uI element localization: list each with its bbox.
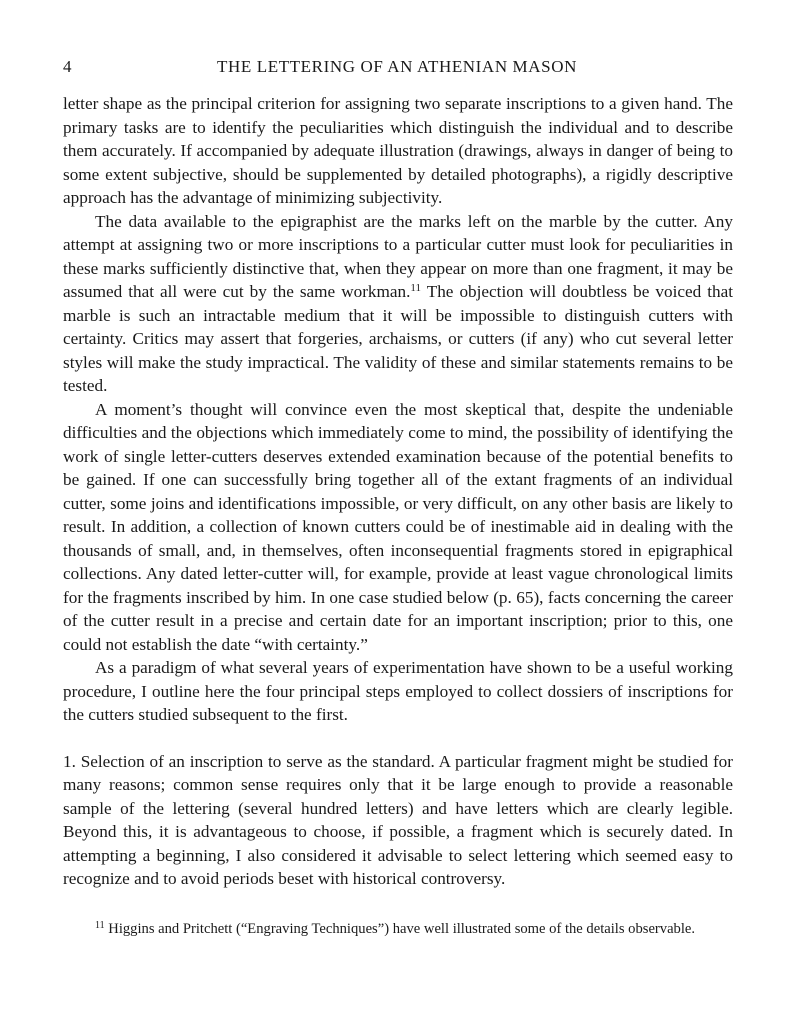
numbered-step-1: 1. Selection of an inscription to serve as the standard. A particular fragment might be studied for many reasons; common sense requires only that it be large enough to provide a reasonable sample of the lettering (several hundred letters) and have letters which are clearly legible. Beyond this, it is advantageous to choose, if possible, a fragment which is securely dated. In attempting a beginning, I also considered it advisable to select lettering which seemed easy to recognize and to avoid periods beset with historical controversy. <box>63 751 733 888</box>
footnote-marker: 11 <box>95 920 105 931</box>
running-head: THE LETTERING OF AN ATHENIAN MASON <box>217 57 577 76</box>
paragraph-1: letter shape as the principal criterion for assigning two separate inscriptions to a given hand. The primary tasks are to identify the peculiarities which distinguish the individual and to describe them accurately. If accompanied by adequate illustration (drawings, always in danger of being to some extent subjective, should be supplemented by detailed photographs), a rigidly descriptive approach has the advantage of minimizing subjectivity. <box>63 94 733 207</box>
paragraph-2-part-2: The objection will doubtless be voiced that marble is such an intractable medium that it will be impossible to distinguish cutters with certainty. Critics may assert that forgeries, archaisms, or cutters (if any) who cut several letter styles will make the study impractical. The validity of these and similar statements remains to be tested. <box>63 282 733 395</box>
paragraph-2 <box>63 210 733 398</box>
footnote-text: Higgins and Pritchett (“Engraving Techniques”) have well illustrated some of the details observable. <box>104 921 696 937</box>
paragraph-3: A moment’s thought will convince even the most skeptical that, despite the undeniable difficulties and the objections which immediately come to mind, the possibility of identifying the work of single letter-cutters deserves extended examination because of the potential benefits to be gained. If one can successfully bring together all of the extant fragments of an individual cutter, some joins and identifications impossible, or very difficult, on any other basis are likely to result. In addition, a collection of known cutters could be of inestimable aid in dealing with the thousands of small, and, in themselves, often inconsequential fragments stored in epigraphical collections. Any dated letter-cutter will, for example, provide at least vague chronological limits for the fragments inscribed by him. In one case studied below (p. 65), facts concerning the career of the cutter result in a precise and certain date for an important inscription; prior to this, one could not establish the date “with certainty.” <box>63 399 733 654</box>
paragraph-2-part-1: The data available to the epigraphist are the marks left on the marble by the cutter. Any attempt at assigning two or more inscriptions to a particular cutter must look for peculiarities in these marks sufficiently distinctive that, when they appear on more than one fragment, it may be assumed that all were cut by the same workman. <box>63 211 733 301</box>
body-text <box>63 92 733 891</box>
footnote-reference: 11 <box>410 282 421 294</box>
page-number: 4 <box>63 57 72 76</box>
paragraph-4: As a paradigm of what several years of experimentation have shown to be a useful working procedure, I outline here the four principal steps employed to collect dossiers of inscriptions for the cutters studied subsequent to the first. <box>63 658 733 724</box>
footnote <box>63 919 733 939</box>
